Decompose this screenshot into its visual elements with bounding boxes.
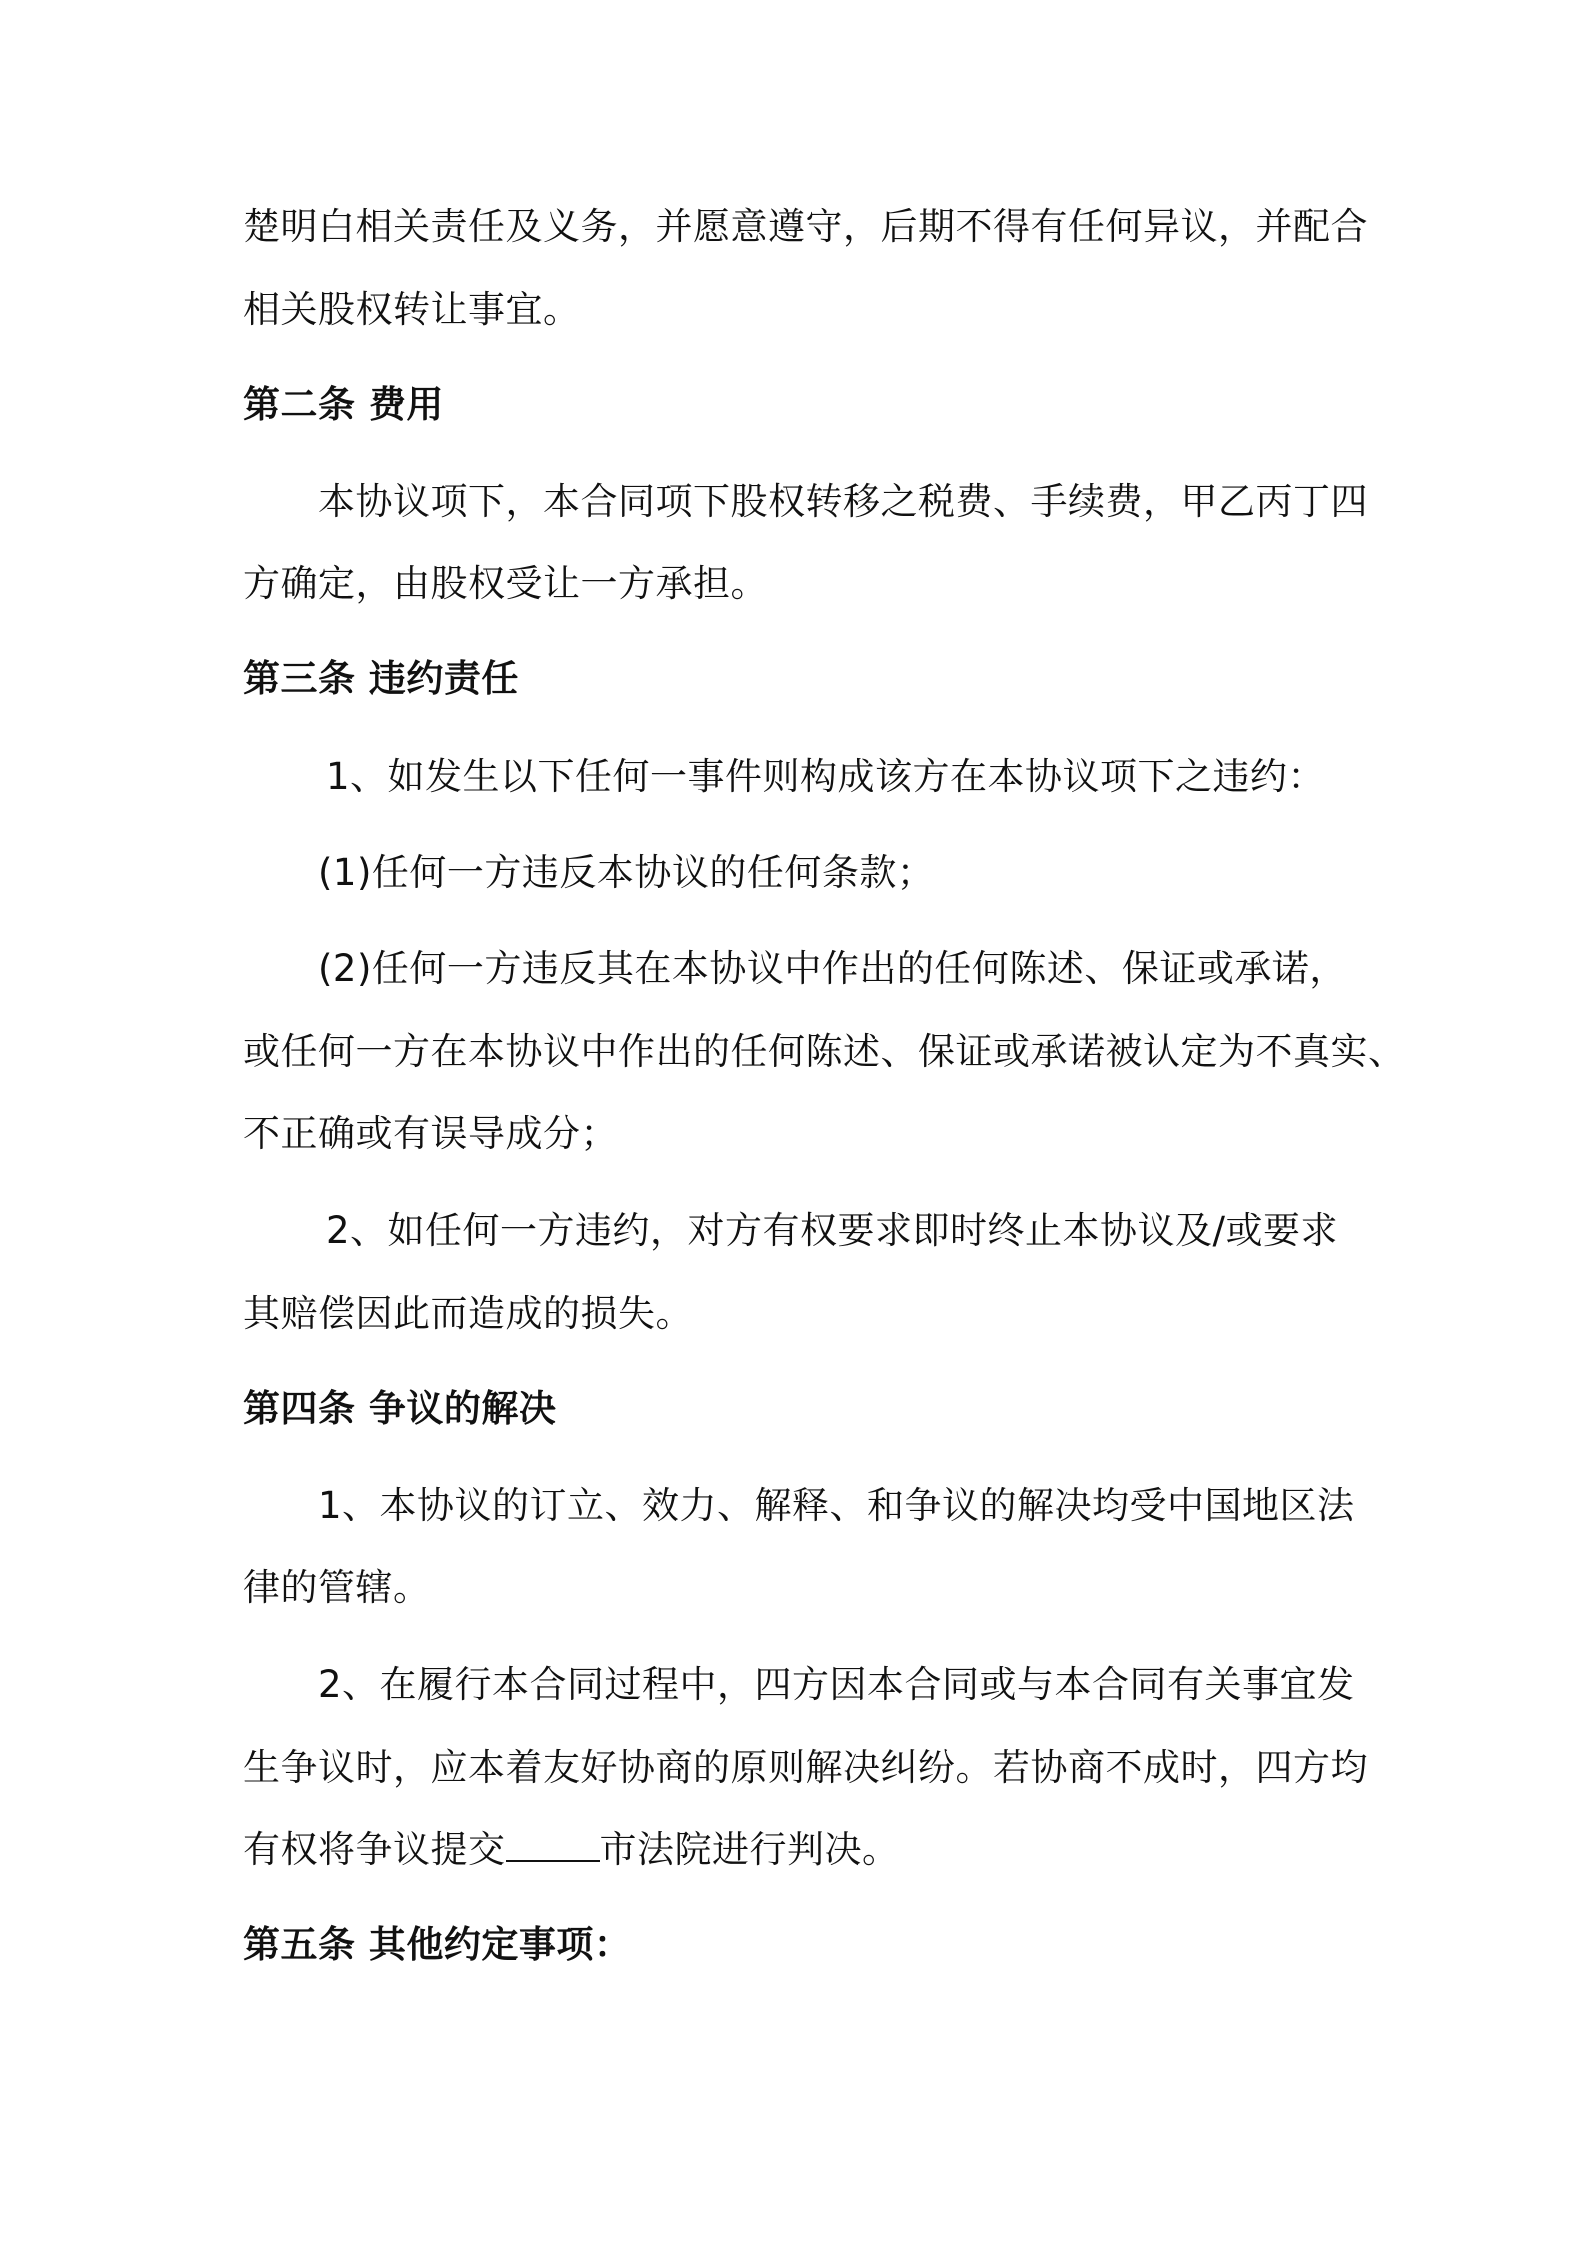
article-5-heading: 第五条 其他约定事项： [243,1923,632,1966]
article-3-sub-2-line-3: 不正确或有误导成分； [243,1112,618,1155]
article-4-item-2-line-3 [243,1826,900,1874]
article-4-item-1-line-1: 1、本协议的订立、效力、解释、和争议的解决均受中国地区法 [318,1484,1355,1527]
article-3-item-2-line-2: 其赔偿因此而造成的损失。 [243,1292,693,1335]
article-4-item-2-line-1: 2、在履行本合同过程中，四方因本合同或与本合同有关事宜发 [318,1663,1355,1706]
article-4-heading: 第四条 争议的解决 [243,1387,557,1430]
intro-line-1: 楚明白相关责任及义务，并愿意遵守，后期不得有任何异议，并配合 [243,205,1368,248]
article-3-item-2-line-1: 2、如任何一方违约，对方有权要求即时终止本协议及/或要求 [326,1209,1339,1252]
article-4-item-1-line-2: 律的管辖。 [243,1566,431,1609]
court-clause-before: 有权将争议提交 [243,1828,506,1871]
article-2-line-1: 本协议项下，本合同项下股权转移之税费、手续费，甲乙丙丁四 [318,480,1368,523]
article-3-sub-2-line-1: (2)任何一方违反其在本协议中作出的任何陈述、保证或承诺， [318,947,1347,990]
article-2-heading: 第二条 费用 [243,383,444,426]
article-3-heading: 第三条 违约责任 [243,657,519,700]
article-3-item-1: 1、如发生以下任何一事件则构成该方在本协议项下之违约： [326,755,1326,798]
article-3-sub-1: (1)任何一方违反本协议的任何条款； [318,851,935,894]
court-city-blank [506,1830,600,1862]
article-2-line-2: 方确定，由股权受让一方承担。 [243,562,768,605]
article-3-sub-2-line-2: 或任何一方在本协议中作出的任何陈述、保证或承诺被认定为不真实、 [243,1030,1406,1073]
intro-line-2: 相关股权转让事宜。 [243,288,581,331]
court-clause-after: 市法院进行判决。 [599,1828,900,1871]
article-4-item-2-line-2: 生争议时，应本着友好协商的原则解决纠纷。若协商不成时，四方均 [243,1746,1368,1789]
